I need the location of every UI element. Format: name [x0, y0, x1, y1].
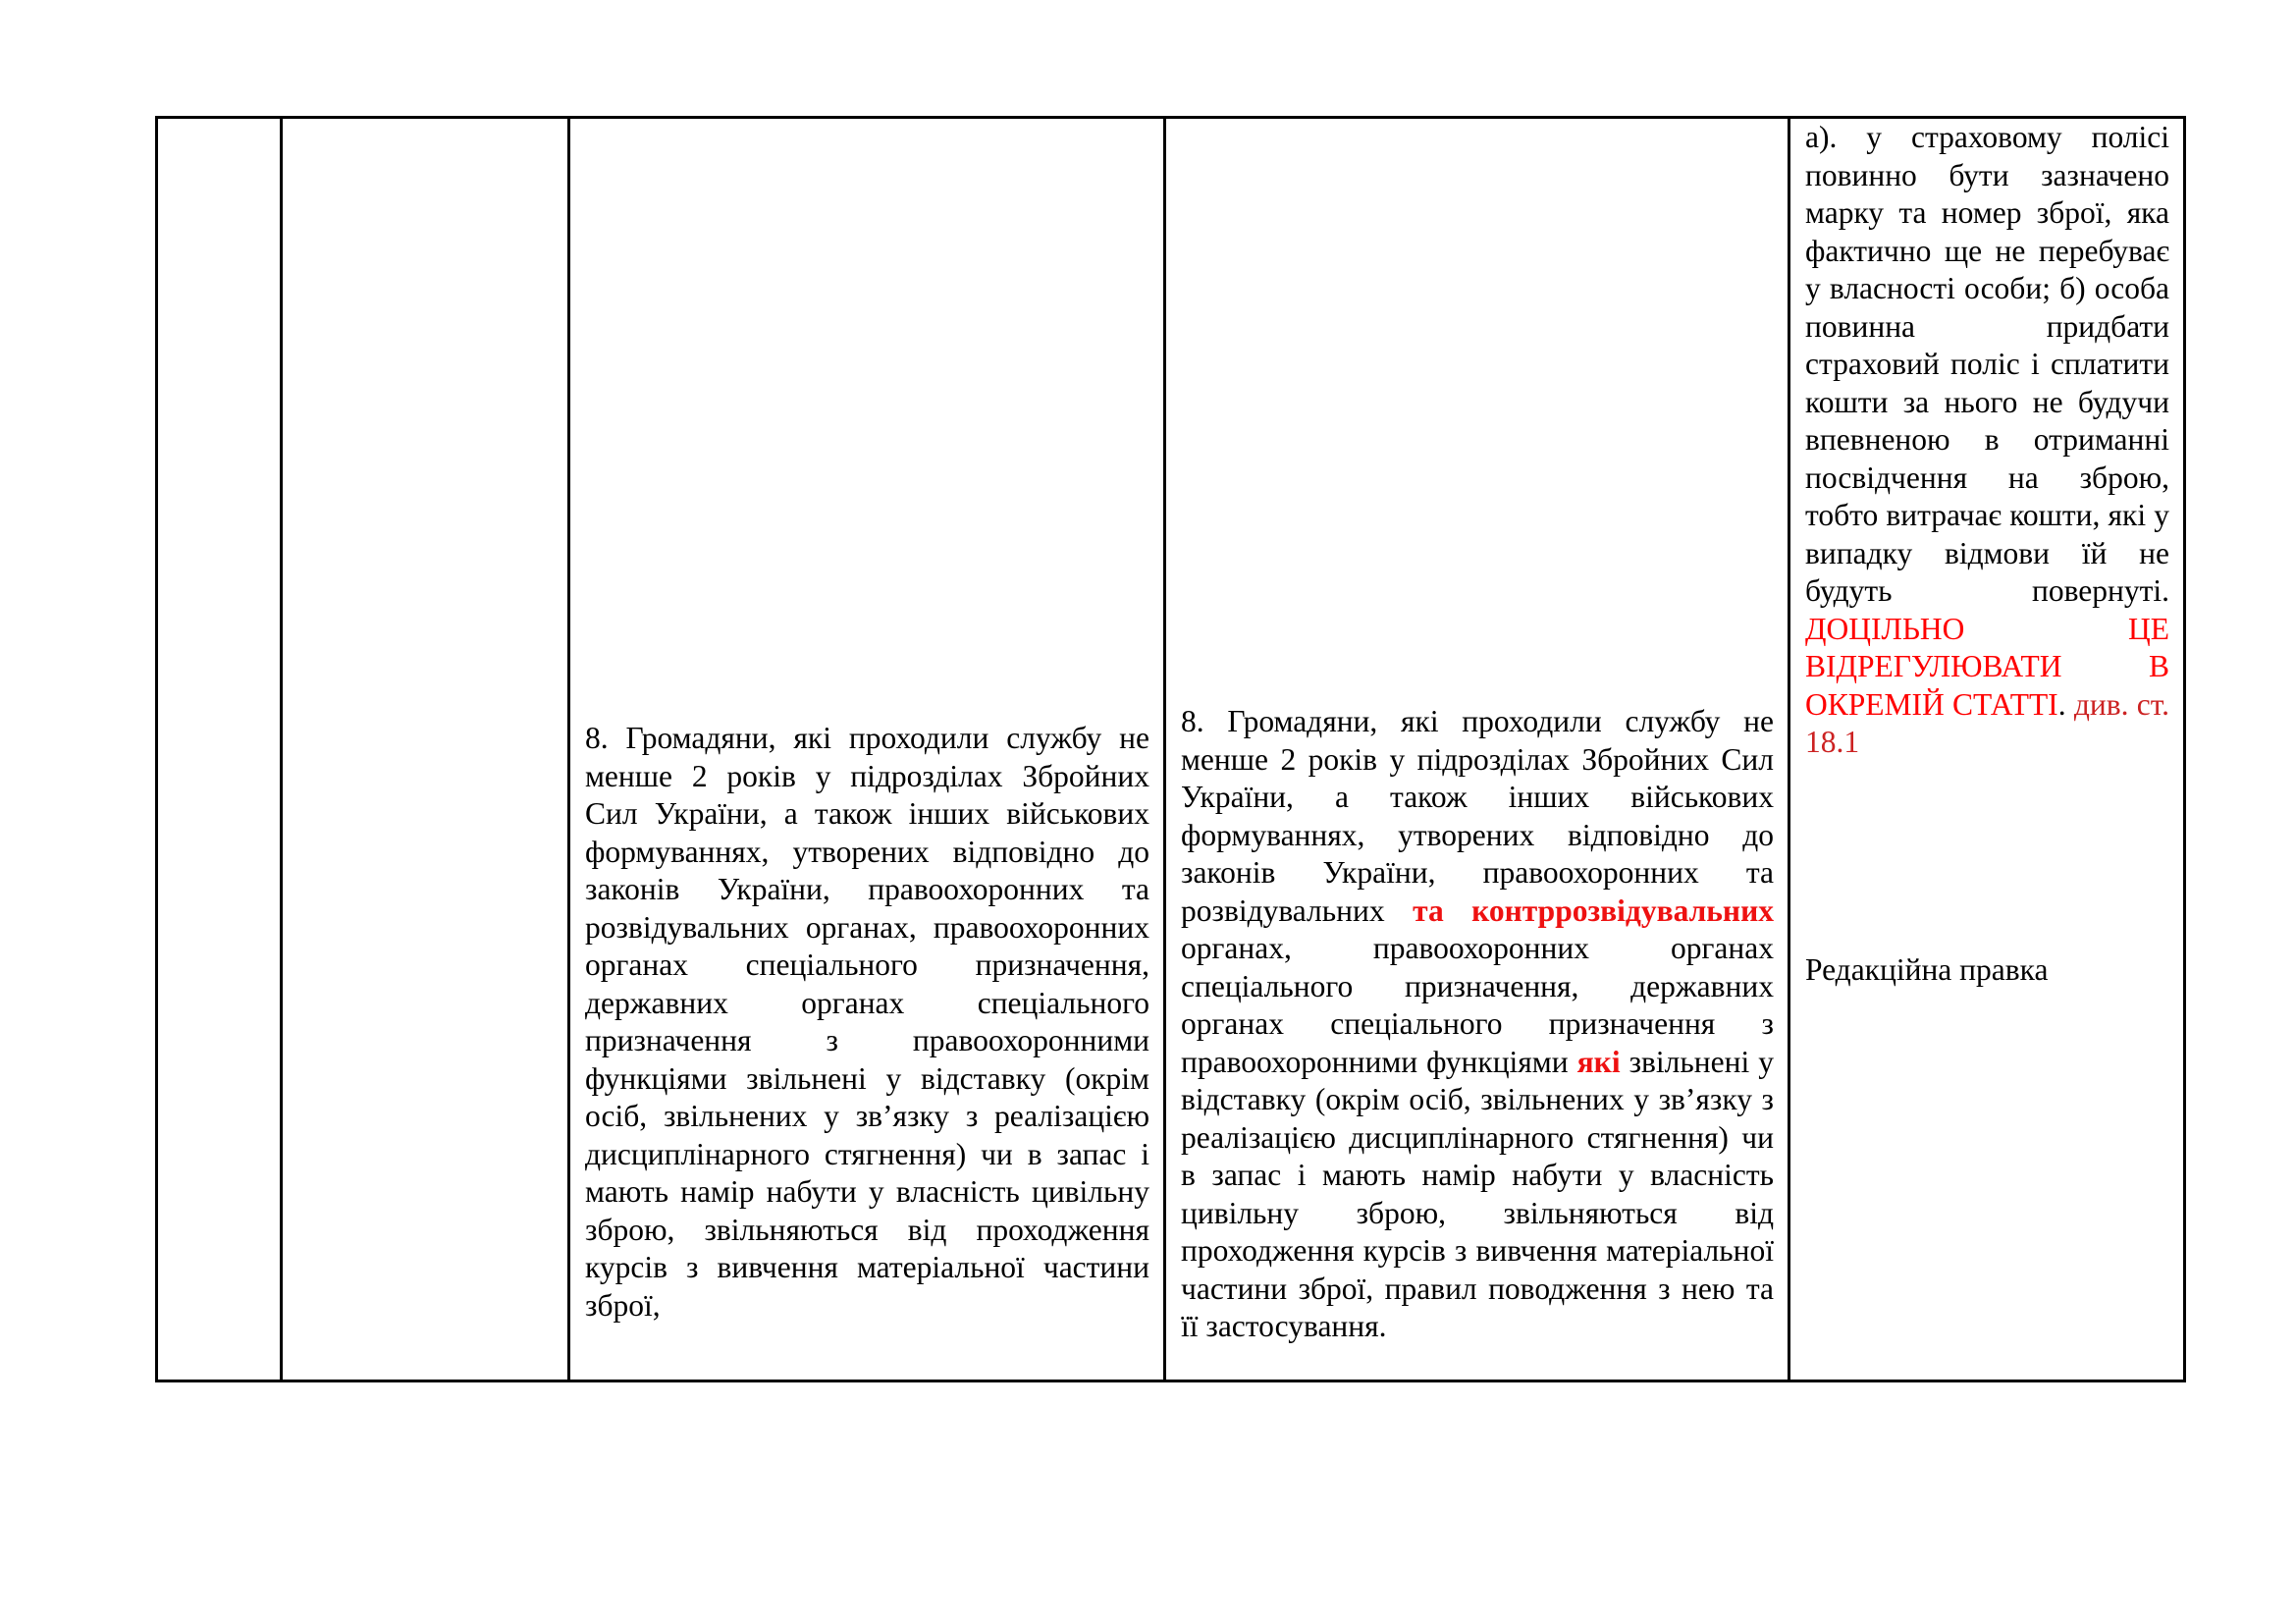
proposed-text-paragraph [1181, 703, 1774, 1346]
table-row [157, 118, 2185, 1381]
cell-number [157, 118, 282, 1381]
comment-part1: а). у страховому полісі повинно бути зазначено марку та номер зброї, яка фактично ще не перебуває у власності особи; б) особа повинна придбати страховий поліс і сплатити кошти за нього не будучи впевненою в отриманні посвідчення на зброю, тобто витрачає кошти, які у випадку відмови їй не будуть повернуті. [1805, 120, 2169, 608]
cell-comment [1789, 118, 2185, 1381]
editorial-note: Редакційна правка [1805, 952, 2049, 987]
proposed-text-highlight1: та контррозвідувальних [1413, 893, 1774, 928]
proposed-text-part2: органах, правоохоронних органах спеціального призначення, державних органах спеціального призначення з правоохоронними функціями [1181, 931, 1774, 1079]
comment-after-red: . [2057, 686, 2074, 722]
proposed-text-part3: звільнені у відставку (окрім осіб, звільнених у зв’язку з реалізацією дисциплінарного стягнення) чи в запас і мають намір набути у власність цивільну зброю, звільняються від проходження курсів з вивчення матеріальної частини зброї, правил поводження з нею та її застосування. [1181, 1044, 1774, 1343]
comparison-table [155, 116, 2186, 1382]
proposed-text-highlight2: які [1576, 1044, 1621, 1079]
comment-paragraph [1805, 119, 2169, 762]
comment-red-note: ДОЦІЛЬНО ЦЕ ВІДРЕГУЛЮВАТИ В ОКРЕМІЙ СТАТТІ [1805, 611, 2169, 722]
comment-reference: див. ст. 18.1 [1805, 686, 2170, 759]
proposed-text-part1: 8. Громадяни, які проходили службу не менше 2 років у підрозділах Збройних Сил України, а також інших військових формуваннях, утворених відповідно до законів України, правоохоронних та розвідувальних [1181, 704, 1774, 928]
current-text-paragraph: 8. Громадяни, які проходили службу не менше 2 років у підрозділах Збройних Сил України, а також інших військових формуваннях, утворених відповідно до законів України, правоохоронних та розвідувальних органах, правоохоронних органах спеціального призначення, державних органах спеціального призначення з правоохоронними функціями звільнені у відставку (окрім осіб, звільнених у зв’язку з реалізацією дисциплінарного стягнення) чи в запас і мають намір набути у власність цивільну зброю, звільняються від проходження курсів з вивчення матеріальної частини зброї, [585, 721, 1149, 1323]
cell-article [282, 118, 569, 1381]
cell-proposed-text [1165, 118, 1789, 1381]
cell-current-text [569, 118, 1165, 1381]
